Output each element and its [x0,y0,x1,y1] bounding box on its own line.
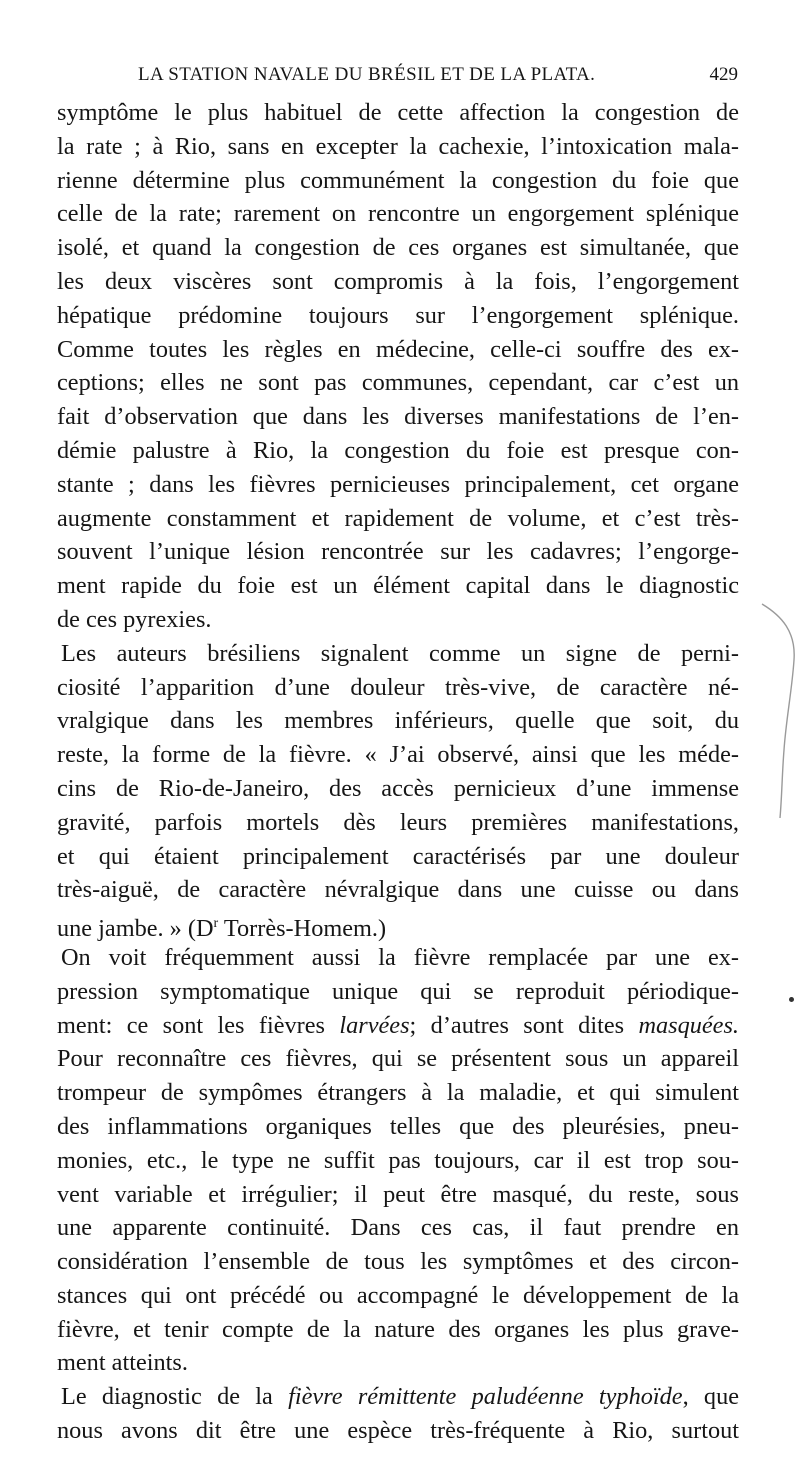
superscript-r: r [213,916,219,932]
text-line: cins de Rio-de-Janeiro, des accès pernicieux d’une immense [57,774,739,802]
italic-masquees: masquées. [638,1011,739,1039]
text-line: Les auteurs brésiliens signalent comme un signe de perni- [61,639,739,667]
body-text [57,96,739,1448]
running-title: LA STATION NAVALE DU BRÉSIL ET DE LA PLATA. [138,64,596,85]
text-line: démie palustre à Rio, la congestion du foie est presque con- [57,436,739,464]
text-line: vralgique dans les membres inférieurs, quelle que soit, du [57,707,739,735]
text-line: Comme toutes les règles en médecine, celle-ci souffre des ex- [57,335,739,363]
text-line: monies, etc., le type ne suffit pas toujours, car il est trop sou- [57,1146,739,1174]
text-line: nous avons dit être une espèce très-fréquente à Rio, surtout [57,1417,739,1445]
margin-bracket-mark [760,600,800,820]
text-line: On voit fréquemment aussi la fièvre remplacée par une ex- [61,943,739,971]
text-line: trompeur de sympômes étrangers à la maladie, et qui simulent [57,1079,739,1107]
text-line: reste, la forme de la fièvre. « J’ai observé, ainsi que les méde- [57,741,739,769]
page-header [138,58,738,92]
text-line: très-aiguë, de caractère névralgique dans une cuisse ou dans [57,876,739,904]
text-line-italic [57,1380,739,1414]
text-line: gravité, parfois mortels dès leurs premières manifestations, [57,808,739,836]
text-line: une apparente continuité. Dans ces cas, il faut prendre en [57,1214,739,1242]
text-line: celle de la rate; rarement on rencontre un engorgement splénique [57,200,739,228]
text-line: ment rapide du foie est un élément capital dans le diagnostic [57,572,739,600]
text-line: Pour reconnaître ces fièvres, qui se présentent sous un appareil [57,1045,739,1073]
text-line: stante ; dans les fièvres pernicieuses principalement, cet organe [57,470,739,498]
text-line: hépatique prédomine toujours sur l’engorgement splénique. [57,301,739,329]
text-line-italic [57,1009,739,1043]
text-line: ment atteints. [57,1349,188,1377]
line-tail: , que [682,1383,739,1411]
text-line: les deux viscères sont compromis à la fois, l’engorgement [57,267,739,295]
line-lead: ment: ce sont les fièvres [57,1011,340,1039]
text-line: fièvre, et tenir compte de la nature des organes les plus grave- [57,1315,739,1343]
ink-dot [789,997,794,1002]
text-line: fait d’observation que dans les diverses manifestations de l’en- [57,403,739,431]
text-line: souvent l’unique lésion rencontrée sur les cadavres; l’engorge- [57,538,739,566]
citation-tail: Torrès-Homem.) [218,915,387,943]
text-line: la rate ; à Rio, sans en excepter la cachexie, l’intoxication mala- [57,132,739,160]
text-line: isolé, et quand la congestion de ces organes est simultanée, que [57,234,739,262]
text-line: augmente constamment et rapidement de volume, et c’est très- [57,504,739,532]
text-line: stances qui ont précédé ou accompagné le développement de la [57,1281,739,1309]
italic-fievre-typhoide: fièvre rémittente paludéenne typhoïde [288,1383,683,1411]
line-mid: ; d’autres sont dites [409,1011,639,1039]
text-line: symptôme le plus habituel de cette affection la congestion de [57,99,739,126]
text-line: ceptions; elles ne sont pas communes, cependant, car c’est un [57,369,739,397]
text-line-citation [57,907,739,941]
text-line: des inflammations organiques telles que des pleurésies, pneu- [57,1112,739,1140]
text-line: considération l’ensemble de tous les symptômes et des circon- [57,1248,739,1276]
text-line: ciosité l’apparition d’une douleur très-vive, de caractère né- [57,673,739,701]
text-line: rienne détermine plus communément la congestion du foie que [57,166,739,194]
citation-lead: une jambe. » (D [57,915,214,943]
text-line: et qui étaient principalement caractérisés par une douleur [57,842,739,870]
text-line: pression symptomatique unique qui se reproduit périodique- [57,977,739,1005]
line-lead: Le diagnostic de la [61,1383,289,1411]
text-line: vent variable et irrégulier; il peut être masqué, du reste, sous [57,1180,739,1208]
italic-larvees: larvées [339,1011,410,1039]
text-line: de ces pyrexies. [57,605,212,633]
page-number: 429 [709,64,738,85]
